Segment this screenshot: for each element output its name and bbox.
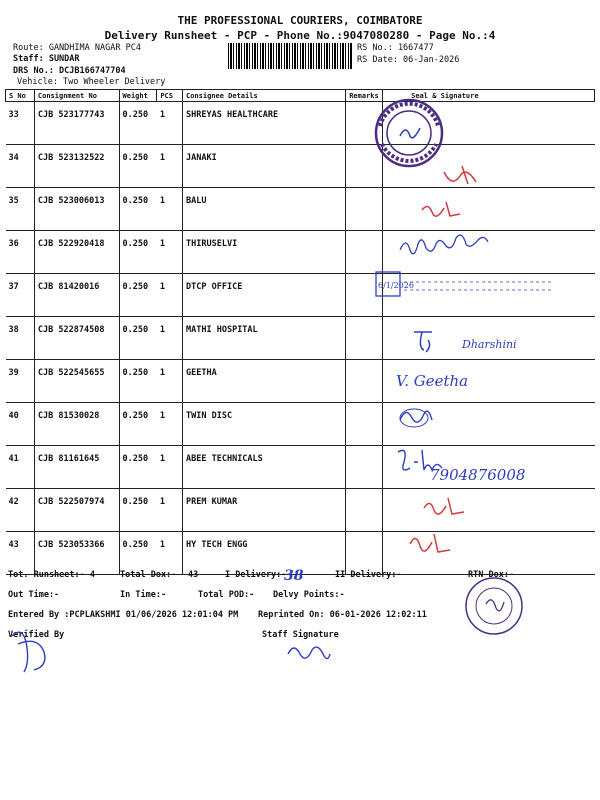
table-row: [6, 489, 595, 532]
cell-consignee: PREM KUMAR: [183, 489, 346, 532]
signature-twin-disc: [396, 404, 436, 430]
cell-sno: 41: [6, 446, 35, 489]
red-checkmark-42: [420, 494, 470, 524]
staff-signature-mark: [284, 640, 334, 664]
cell-pcs: 1: [157, 317, 183, 360]
col-weight: Weight: [119, 90, 157, 102]
verified-by-label: Verified By: [8, 630, 65, 640]
signature-geetha: V. Geetha: [396, 372, 469, 390]
cell-weight: 0.250: [119, 102, 157, 145]
cell-consignment: CJB 523053366: [34, 532, 119, 575]
cell-weight: 0.250: [119, 317, 157, 360]
total-dox-label: Total Dox:-: [120, 570, 177, 580]
cell-pcs: 1: [157, 231, 183, 274]
cell-pcs: 1: [157, 188, 183, 231]
cell-pcs: 1: [157, 532, 183, 575]
cell-consignment: CJB 522920418: [34, 231, 119, 274]
i-delivery-label: I Delivery:-: [225, 570, 287, 580]
entered-by: Entered By :PCPLAKSHMI 01/06/2026 12:01:04 PM: [8, 610, 239, 620]
rs-date: RS Date: 06-Jan-2026: [357, 55, 460, 65]
vehicle-label: Vehicle: Two Wheeler Delivery: [17, 77, 166, 87]
cell-consignee: MATHI HOSPITAL: [183, 317, 346, 360]
red-checkmark-35: [416, 196, 466, 224]
healthcare-seal-stamp: [372, 96, 446, 170]
cell-pcs: 1: [157, 360, 183, 403]
cell-weight: 0.250: [119, 489, 157, 532]
cell-weight: 0.250: [119, 231, 157, 274]
cell-sno: 35: [6, 188, 35, 231]
cell-sno: 43: [6, 532, 35, 575]
cell-consignee: ABEE TECHNICALS: [183, 446, 346, 489]
table-row: [6, 360, 595, 403]
col-seal-signature: Seal & Signature: [383, 90, 595, 102]
col-sno: S No: [6, 90, 35, 102]
cell-remarks: [346, 360, 383, 403]
delivery-points-label: Delvy Points:-: [273, 590, 345, 600]
table-row: [6, 403, 595, 446]
total-pod-label: Total POD:-: [198, 590, 255, 600]
cell-sno: 38: [6, 317, 35, 360]
col-remarks: Remarks: [346, 90, 383, 102]
cell-pcs: 1: [157, 403, 183, 446]
company-title: THE PROFESSIONAL COURIERS, COIMBATORE: [177, 14, 423, 27]
cell-consignee: GEETHA: [183, 360, 346, 403]
out-time-label: Out Time:-: [8, 590, 60, 600]
cell-weight: 0.250: [119, 274, 157, 317]
cell-consignment: CJB 522545655: [34, 360, 119, 403]
total-dox-value: 43: [188, 570, 199, 580]
cell-weight: 0.250: [119, 446, 157, 489]
cell-consignment: CJB 81161645: [34, 446, 119, 489]
barcode-image: [228, 43, 353, 69]
cell-weight: 0.250: [119, 360, 157, 403]
cell-sno: 42: [6, 489, 35, 532]
cell-consignee: JANAKI: [183, 145, 346, 188]
cell-sno: 37: [6, 274, 35, 317]
cell-remarks: [346, 188, 383, 231]
cell-seal-signature: [383, 489, 595, 532]
cell-weight: 0.250: [119, 532, 157, 575]
table-row: [6, 188, 595, 231]
cell-consignee: TWIN DISC: [183, 403, 346, 446]
table-header-row: [6, 90, 595, 102]
cell-consignee: SHREYAS HEALTHCARE: [183, 102, 346, 145]
cell-sno: 34: [6, 145, 35, 188]
col-consignment: Consignment No: [34, 90, 119, 102]
rtn-dox-label: RTN Dox:-: [468, 570, 515, 580]
cell-pcs: 1: [157, 102, 183, 145]
red-checkmark-33: [440, 160, 480, 190]
cell-consignee: THIRUSELVI: [183, 231, 346, 274]
cell-consignment: CJB 523006013: [34, 188, 119, 231]
cell-pcs: 1: [157, 446, 183, 489]
cell-remarks: [346, 317, 383, 360]
route-label: Route: GANDHIMA NAGAR PC4: [13, 43, 141, 53]
cell-remarks: [346, 446, 383, 489]
staff-round-stamp: [462, 574, 526, 638]
signature-mathi-initial: [410, 326, 440, 356]
staff-label: Staff: SUNDAR: [13, 54, 80, 64]
cell-remarks: [346, 403, 383, 446]
cell-consignment: CJB 81420016: [34, 274, 119, 317]
cell-pcs: 1: [157, 145, 183, 188]
dtcp-stamp-date: 6/1/2026: [378, 281, 414, 290]
cell-consignee: HY TECH ENGG: [183, 532, 346, 575]
cell-remarks: [346, 489, 383, 532]
col-consignee: Consignee Details: [183, 90, 346, 102]
cell-consignment: CJB 523177743: [34, 102, 119, 145]
signature-dharshini: Dharshini: [462, 338, 517, 351]
cell-consignment: CJB 522874508: [34, 317, 119, 360]
drs-number: DRS No.: DCJB166747704: [13, 66, 126, 76]
cell-consignment: CJB 523132522: [34, 145, 119, 188]
red-checkmark-43: [404, 528, 454, 564]
col-pcs: PCS: [157, 90, 183, 102]
staff-signature-label: Staff Signature: [262, 630, 339, 640]
cell-weight: 0.250: [119, 403, 157, 446]
rs-number: RS No.: 1667477: [357, 43, 434, 53]
cell-pcs: 1: [157, 489, 183, 532]
ii-delivery-label: II Delivery:-: [335, 570, 402, 580]
verifier-signature: [6, 622, 56, 678]
cell-seal-signature: [383, 188, 595, 231]
handwritten-phone: 7904876008: [430, 466, 526, 484]
consignment-table: [5, 89, 595, 575]
cell-consignment: CJB 522507974: [34, 489, 119, 532]
runsheet-subtitle: Delivery Runsheet - PCP - Phone No.:9047080280 - Page No.:4: [104, 29, 496, 42]
total-runsheet: Tot. Runsheet:- 4: [8, 570, 95, 580]
i-delivery-handwritten: 38: [284, 568, 304, 584]
cell-sno: 40: [6, 403, 35, 446]
signature-thiruselvi: [396, 232, 506, 260]
cell-sno: 36: [6, 231, 35, 274]
cell-sno: 39: [6, 360, 35, 403]
cell-weight: 0.250: [119, 145, 157, 188]
cell-pcs: 1: [157, 274, 183, 317]
cell-weight: 0.250: [119, 188, 157, 231]
table-row: [6, 145, 595, 188]
reprinted-on: Reprinted On: 06-01-2026 12:02:11: [258, 610, 427, 620]
cell-consignment: CJB 81530028: [34, 403, 119, 446]
cell-remarks: [346, 532, 383, 575]
in-time-label: In Time:-: [120, 590, 167, 600]
cell-consignee: DTCP OFFICE: [183, 274, 346, 317]
cell-sno: 33: [6, 102, 35, 145]
table-row: [6, 102, 595, 145]
cell-consignee: BALU: [183, 188, 346, 231]
